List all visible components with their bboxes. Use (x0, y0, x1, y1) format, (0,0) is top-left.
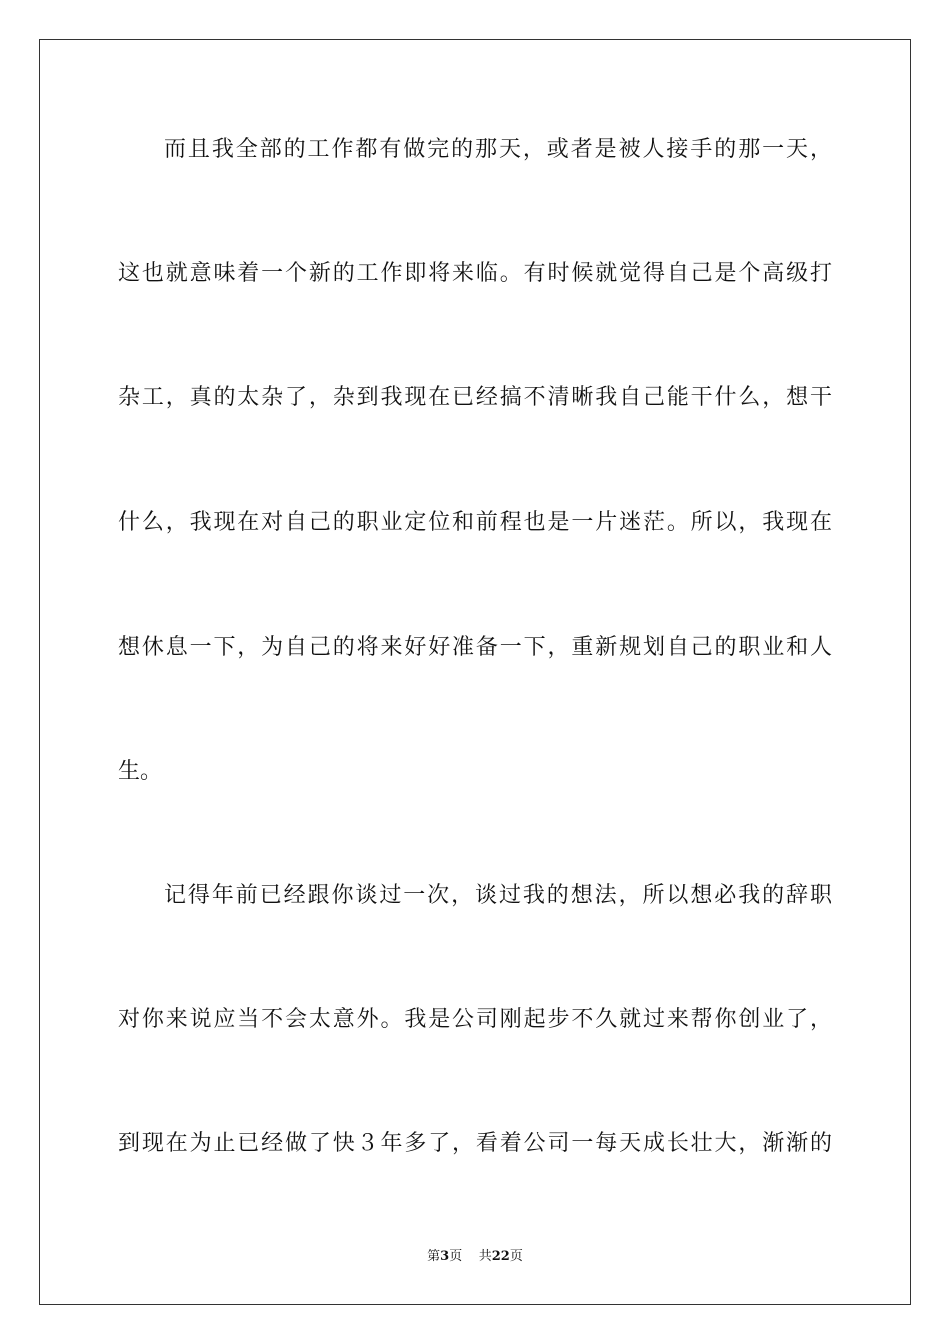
page-number: 3 (440, 1249, 450, 1264)
page-border (39, 39, 911, 1305)
paragraph-line: 什么，我现在对自己的职业定位和前程也是一片迷茫。所以，我现在 (118, 510, 832, 535)
paragraph-line: 而且我全部的工作都有做完的那天，或者是被人接手的那一天， (164, 137, 832, 162)
paragraph-line: 杂工，真的太杂了，杂到我现在已经搞不清晰我自己能干什么，想干 (118, 385, 832, 410)
paragraph-line: 生。 (118, 759, 163, 784)
paragraph-line: 到现在为止已经做了快３年多了，看着公司一每天成长壮大，渐渐的 (118, 1131, 832, 1156)
paragraph-line: 想休息一下，为自己的将来好好准备一下，重新规划自己的职业和人 (118, 635, 832, 660)
paragraph-line: 对你来说应当不会太意外。我是公司刚起步不久就过来帮你创业了， (118, 1007, 832, 1032)
page-suffix: 页 (449, 1249, 463, 1264)
total-pages: 22 (491, 1249, 510, 1264)
page-prefix: 第 (427, 1249, 441, 1264)
total-prefix: 共 (478, 1249, 492, 1264)
total-suffix: 页 (509, 1249, 523, 1264)
paragraph-line: 这也就意味着一个新的工作即将来临。有时候就觉得自己是个高级打 (118, 261, 832, 286)
paragraph-line: 记得年前已经跟你谈过一次，谈过我的想法，所以想必我的辞职 (164, 883, 832, 908)
page-footer (0, 1248, 950, 1266)
